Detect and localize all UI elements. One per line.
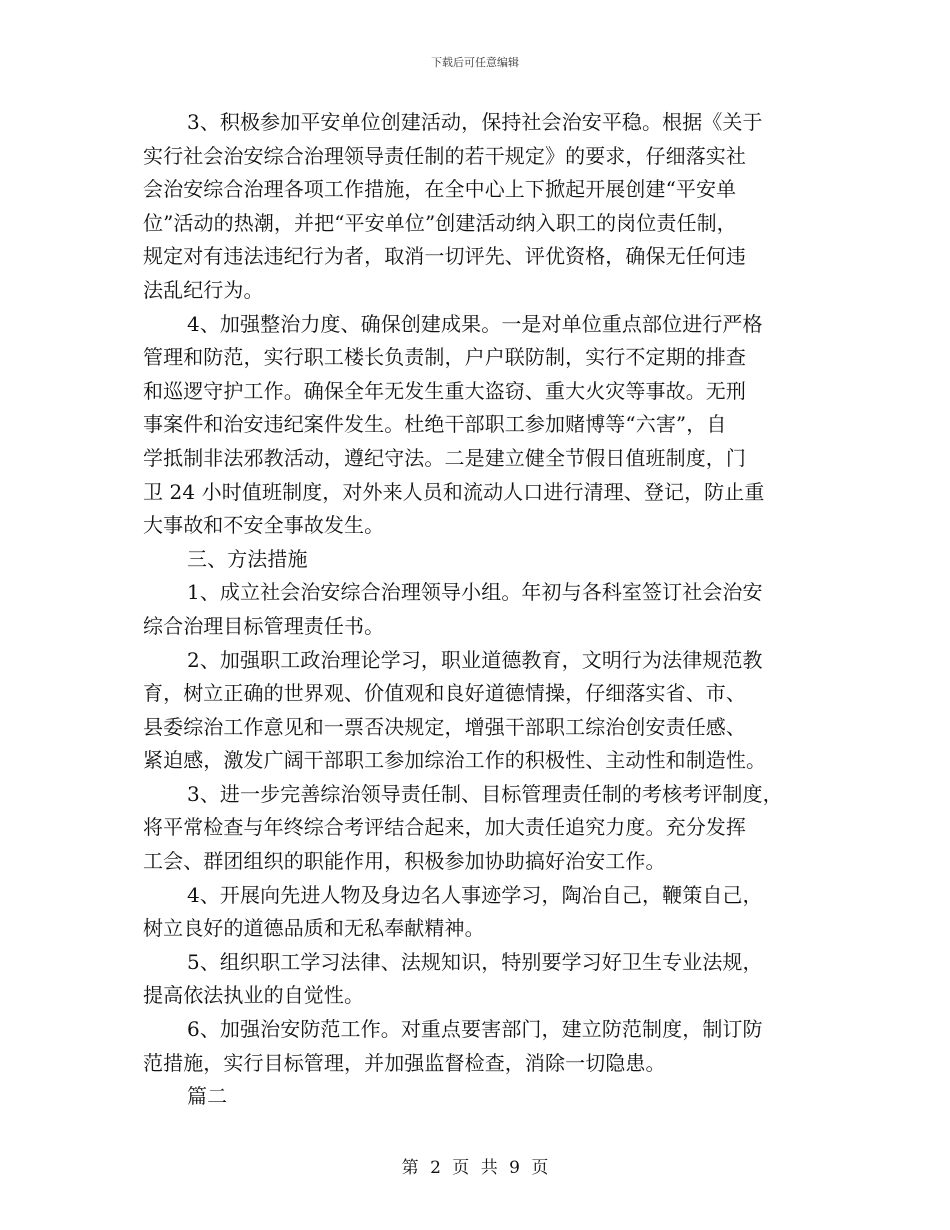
document-body [143,106,811,1114]
footer-page-number: 2 [430,1158,441,1178]
text-line: 实行社会治安综合治理领导责任制的若干规定》的要求，仔细落实社 [143,143,746,168]
text-line: 和巡逻守护工作。确保全年无发生重大盗窃、重大火灾等事故。无刑 [143,378,746,403]
text-line: 事案件和治安违纪案件发生。杜绝干部职工参加赌博等“六害”，自 [143,412,727,437]
footer-word-ye: 页 [452,1158,470,1178]
text-line: 4、加强整治力度、确保创建成果。一是对单位重点部位进行严格 [187,311,763,336]
text-line: 学抵制非法邪教活动，遵纪守法。二是建立健全节假日值班制度，门 [143,445,746,470]
footer-word-ye-end: 页 [531,1158,549,1178]
text-line: 5、组织职工学习法律、法规知识，特别要学习好卫生专业法规， [187,949,763,974]
page-header: 下载后可任意编辑 [431,56,519,69]
text-line: 将平常检查与年终综合考评结合起来，加大责任追究力度。充分发挥 [143,815,746,840]
text-line: 法乱纪行为。 [143,277,264,302]
text-line: 卫 24 小时值班制度，对外来人员和流动人口进行清理、登记，防止重 [143,479,765,504]
text-line: 三、方法措施 [187,546,308,571]
footer-word-gong: 共 [480,1158,498,1178]
text-line: 育，树立正确的世界观、价值观和良好道德情操，仔细落实省、市、 [143,681,746,706]
text-line: 规定对有违法违纪行为者，取消一切评先、评优资格，确保无任何违 [143,244,746,269]
text-line: 提高依法执业的自觉性。 [143,983,365,1008]
text-line: 范措施，实行目标管理，并加强监督检查，消除一切隐患。 [143,1050,666,1075]
text-line: 3、进一步完善综治领导责任制、目标管理责任制的考核考评制度， [187,781,783,806]
text-line: 位”活动的热潮，并把“平安单位”创建活动纳入职工的岗位责任制， [143,210,737,235]
text-line: 大事故和不安全事故发生。 [143,513,385,538]
footer-word-di: 第 [401,1158,419,1178]
text-line: 6、加强治安防范工作。对重点要害部门，建立防范制度，制订防 [187,1017,763,1042]
page-footer [0,1153,950,1178]
text-line: 县委综治工作意见和一票否决规定，增强干部职工综治创安责任感、 [143,714,746,739]
text-line: 会治安综合治理各项工作措施，在全中心上下掀起开展创建“平安单 [143,177,737,202]
text-line: 4、开展向先进人物及身边名人事迹学习，陶冶自己，鞭策自己， [187,882,763,907]
text-line: 3、积极参加平安单位创建活动，保持社会治安平稳。根据《关于 [187,110,763,134]
text-line: 2、加强职工政治理论学习，职业道德教育，文明行为法律规范教 [187,647,763,672]
text-line: 工会、群团组织的职能作用，积极参加协助搞好治安工作。 [143,849,666,874]
text-line: 树立良好的道德品质和无私奉献精神。 [143,916,485,941]
text-line: 管理和防范，实行职工楼长负责制，户户联防制，实行不定期的排查 [143,345,746,370]
footer-total-pages: 9 [509,1158,520,1178]
text-line: 紧迫感，激发广阔干部职工参加综治工作的积极性、主动性和制造性。 [143,748,767,773]
text-line: 篇二 [187,1084,228,1109]
text-line: 1、成立社会治安综合治理领导小组。年初与各科室签订社会治安 [187,580,763,605]
text-line: 综合治理目标管理责任书。 [143,613,385,638]
